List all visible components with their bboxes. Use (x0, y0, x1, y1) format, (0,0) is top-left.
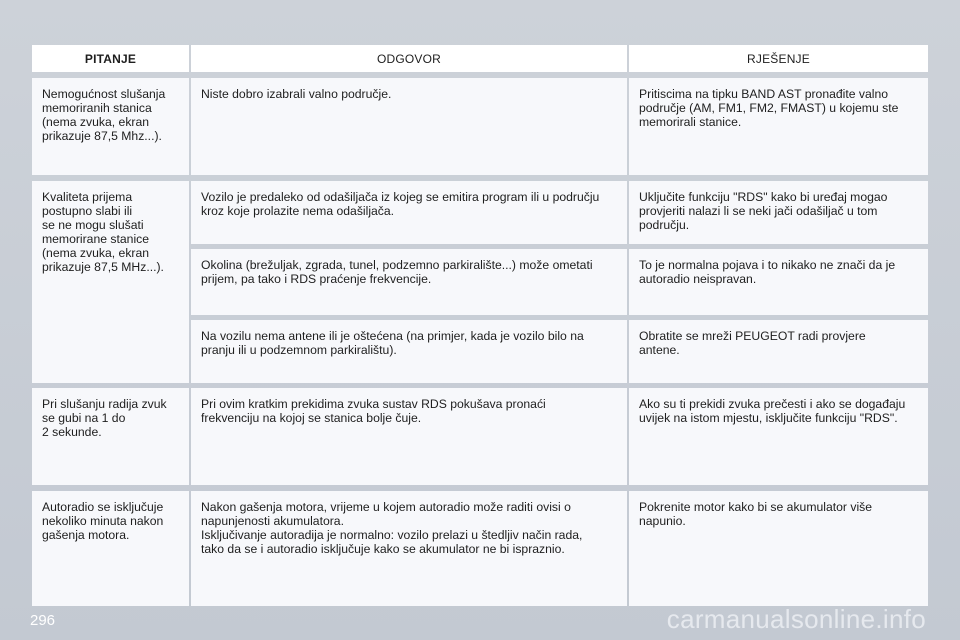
header-odgovor: ODGOVOR (191, 45, 627, 72)
answer-cell: Niste dobro izabrali valno područje. (191, 78, 627, 175)
solution-cell: To je normalna pojava i to nikako ne znači da je autoradio neispravan. (629, 249, 928, 315)
header-rjesenje: RJEŠENJE (629, 45, 928, 72)
solution-cell: Uključite funkciju "RDS" kako bi uređaj mogao provjeriti nalazi li se neki jači odašiljač u tom području. (629, 181, 928, 244)
solution-cell: Pokrenite motor kako bi se akumulator više napunio. (629, 491, 928, 606)
answer-cell: Nakon gašenja motora, vrijeme u kojem autoradio može raditi ovisi o napunjenosti akumulatora. Isključivanje autoradija je normalno: vozilo prelazi u štedljiv način rada, tako da se i autoradio isključuje kako se akumulator ne bi ispraznio. (191, 491, 627, 606)
solution-cell: Obratite se mreži PEUGEOT radi provjere antene. (629, 320, 928, 383)
header-pitanje: PITANJE (32, 45, 189, 72)
solution-cell: Pritiscima na tipku BAND AST pronađite valno područje (AM, FM1, FM2, FMAST) u kojemu ste memorirali stanice. (629, 78, 928, 175)
question-cell: Pri slušanju radija zvuk se gubi na 1 do 2 sekunde. (32, 388, 189, 485)
question-cell: Autoradio se isključuje nekoliko minuta nakon gašenja motora. (32, 491, 189, 606)
answer-cell: Vozilo je predaleko od odašiljača iz kojeg se emitira program ili u području kroz koje prolazite nema odašiljača. (191, 181, 627, 244)
question-cell: Nemogućnost slušanja memoriranih stanica (nema zvuka, ekran prikazuje 87,5 Mhz...). (32, 78, 189, 175)
page-number: 296 (30, 612, 56, 629)
solution-cell: Ako su ti prekidi zvuka prečesti i ako se događaju uvijek na istom mjestu, isključite funkciju "RDS". (629, 388, 928, 485)
answer-cell: Okolina (brežuljak, zgrada, tunel, podzemno parkiralište...) može ometati prijem, pa tako i RDS praćenje frekvencije. (191, 249, 627, 315)
watermark: carmanualsonline.info (666, 604, 926, 634)
question-cell: Kvaliteta prijema postupno slabi ili se ne mogu slušati memorirane stanice (nema zvuka, ekran prikazuje 87,5 MHz...). (32, 181, 189, 383)
answer-cell: Na vozilu nema antene ili je oštećena (na primjer, kada je vozilo bilo na pranju ili u podzemnom parkiralištu). (191, 320, 627, 383)
answer-cell: Pri ovim kratkim prekidima zvuka sustav RDS pokušava pronaći frekvenciju na kojoj se stanica bolje čuje. (191, 388, 627, 485)
